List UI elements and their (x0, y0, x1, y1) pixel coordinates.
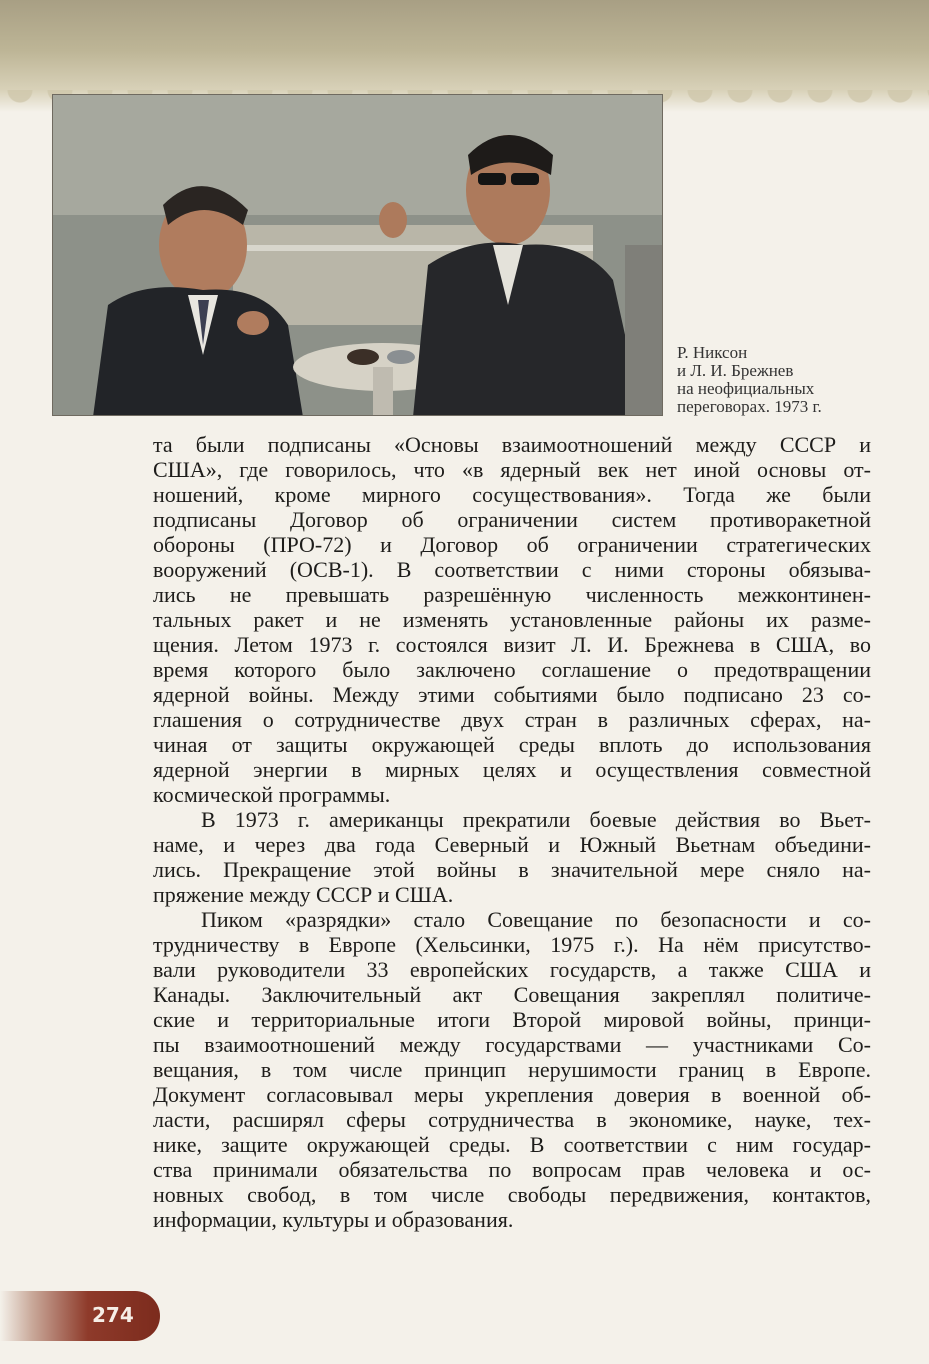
text-line: Документ согласовывал меры укрепления доверия в военной об- (153, 1082, 871, 1107)
page-number-tab (0, 1291, 160, 1341)
photo-nixon-brezhnev (52, 94, 663, 416)
text-line: глашения о сотрудничестве двух стран в различных сферах, на- (153, 707, 871, 732)
text-line: лись. Прекращение этой войны в значительной мере сняло на- (153, 857, 871, 882)
text-line: пы взаимоотношений между государствами — участниками Со- (153, 1032, 871, 1057)
text-line: нике, защите окружающей среды. В соответствии с ним государ- (153, 1132, 871, 1157)
text-line: щения. Летом 1973 г. состоялся визит Л. И. Брежнева в США, во (153, 632, 871, 657)
text-line: та были подписаны «Основы взаимоотношений между СССР и (153, 432, 871, 457)
text-line: чиная от защиты окружающей среды вплоть до использования (153, 732, 871, 757)
text-line: информации, культуры и образования. (153, 1207, 514, 1232)
caption-line: и Л. И. Брежнев (677, 361, 794, 380)
text-line: подписаны Договор об ограничении систем противоракетной (153, 507, 871, 532)
page-number: 274 (92, 1303, 134, 1327)
text-line: космической программы. (153, 782, 391, 807)
text-line: ские и территориальные итоги Второй мировой войны, принци- (153, 1007, 871, 1032)
text-line: ядерной энергии в мирных целях и осуществления совместной (153, 757, 871, 782)
text-line: время которого было заключено соглашение о предотвращении (153, 657, 871, 682)
caption-line: переговорах. 1973 г. (677, 397, 822, 416)
photo-illustration (53, 95, 663, 416)
text-line: обороны (ПРО-72) и Договор об ограничении стратегических (153, 532, 871, 557)
text-line: лись не превышать разрешённую численность межконтинен- (153, 582, 871, 607)
text-line: трудничеству в Европе (Хельсинки, 1975 г.). На нём присутство- (153, 932, 871, 957)
text-line: новных свобод, в том числе свободы передвижения, контактов, (153, 1182, 871, 1207)
text-line: ства принимали обязательства по вопросам прав человека и ос- (153, 1157, 871, 1182)
text-line: ядерной войны. Между этими событиями было подписано 23 со- (153, 682, 871, 707)
text-line: тальных ракет и не изменять установленные районы их разме- (153, 607, 871, 632)
text-line: Канады. Заключительный акт Совещания закреплял политиче- (153, 982, 871, 1007)
paragraph-start-line: В 1973 г. американцы прекратили боевые действия во Вьет- (201, 807, 871, 832)
caption-line: на неофициальных (677, 379, 815, 398)
text-line: вещания, в том числе принцип нерушимости границ в Европе. (153, 1057, 871, 1082)
body-text (153, 432, 871, 1232)
photo-caption (677, 344, 877, 416)
text-line: США», где говорилось, что «в ядерный век нет иной основы от- (153, 457, 871, 482)
text-line: ношений, кроме мирного сосуществования». Тогда же были (153, 482, 871, 507)
caption-line: Р. Никсон (677, 343, 748, 362)
text-line: пряжение между СССР и США. (153, 882, 454, 907)
text-line: наме, и через два года Северный и Южный Вьетнам объедини- (153, 832, 871, 857)
text-line: вали руководители 33 европейских государств, а также США и (153, 957, 871, 982)
text-line: вооружений (ОСВ-1). В соответствии с ними стороны обязыва- (153, 557, 871, 582)
paragraph-start-line: Пиком «разрядки» стало Совещание по безопасности и со- (201, 907, 871, 932)
text-line: ласти, расширял сферы сотрудничества в экономике, науке, тех- (153, 1107, 871, 1132)
